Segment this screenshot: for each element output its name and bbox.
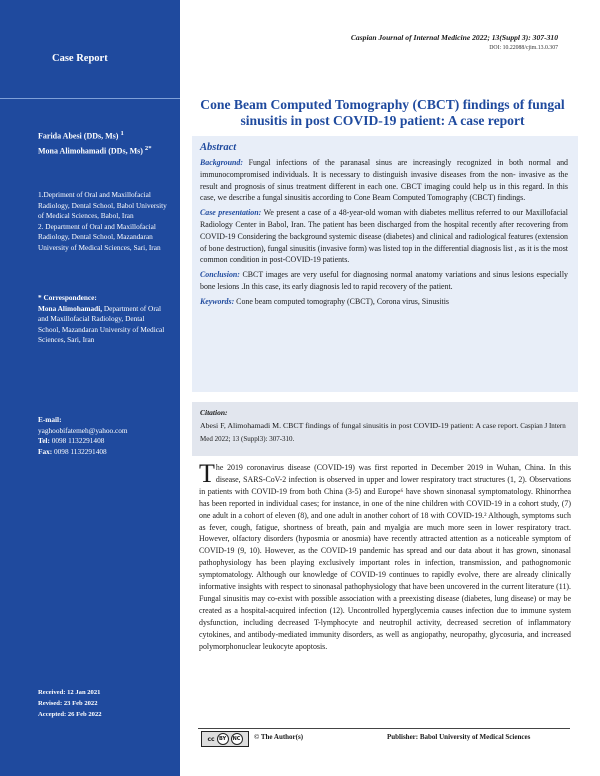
cc-license-icon[interactable]: [201, 731, 249, 747]
section-label: Case Report: [52, 53, 108, 64]
affiliation-1: 1.Depriment of Oral and Maxillofacial Radiology, Dental School, Babol University of Medical Sciences, Babol, Iran: [38, 190, 167, 220]
author-2: Mona Alimohamadi (DDs, Ms) $^{2*}$: [38, 144, 152, 156]
sidebar: [0, 0, 180, 776]
fax-line: Fax: 0098 1132291408: [38, 446, 107, 456]
affiliation-2: 2. Department of Oral and Maxillofacial Radiology, Dental School, Mazandaran University of Medical Sciences, Sari, Iran: [38, 221, 161, 252]
correspondence-address: Mona Alimohamadi, Department of Oral and Maxillofacial Radiology, Dental School, Mazandaran University of Medical Sciences, Sari, Iran: [38, 303, 165, 344]
tel-line: Tel: 0098 1132291408: [38, 436, 105, 445]
publisher-notice: Publisher: Babol University of Medical Sciences: [387, 733, 531, 741]
abstract-background: Background: Fungal infections of the paranasal sinus are increasingly recognized in both normal and immunocompromised individuals. It is necessary to distinguish invasive diseases from the non- invasive as the result and prognosis of sinus treatment different in each one. CBCT imaging could help us in this regard. In this case, we describe a fungal sinusitis according to Cone Beam Computed Tomography (CBCT) findings.: [200, 158, 568, 203]
abstract-keywords: Keywords: Cone beam computed tomography (CBCT), Corona virus, Sinusitis: [200, 296, 449, 306]
sidebar-divider: [0, 98, 180, 99]
by-icon: BY: [217, 733, 229, 745]
citation-heading: Citation:: [200, 408, 228, 417]
author-list: [38, 128, 168, 157]
drop-cap: T: [199, 459, 215, 488]
revised-date: Revised: 23 Feb 2022: [38, 700, 98, 707]
correspondence: [38, 293, 168, 346]
nc-icon: NC: [231, 733, 243, 745]
abstract-heading: Abstract: [200, 142, 237, 153]
abstract-text: [200, 157, 568, 311]
article-title: Cone Beam Computed Tomography (CBCT) findings of fungal sinusitis in post COVID-19 patient: A case report: [200, 97, 565, 128]
abstract-case: Case presentation: We present a case of a 48-year-old woman with diabetes mellitus referred to our Maxillofacial Radiology Center in Babol, Iran. The patient has been discharged from the hospital recently after recovering from COVID-19 Considering the background systemic disease (diabetes) and clinical and radiological features (extension of bone destruction), fungal sinusitis (invasive form) was listed top in the differential diagnosis list , as it is the most common condition in post-COVID-19 patients.: [200, 208, 568, 265]
article-dates: [38, 687, 168, 720]
citation-text: Abesi F, Alimohamadi M. CBCT findings of fungal sinusitis in post COVID-19 patient: A case report. Caspian J Intern Med 2022; 13 (Suppl3): 307-310.: [200, 421, 566, 443]
body-paragraph: he 2019 coronavirus disease (COVID-19) was first reported in December 2019 in Wuhan, China. In this disease, SARS-CoV-2 infection is observed in upper and lower respiratory tract structures (1, 2). Observations in patients with COVID-19 from both China (3-5) and Europe⁶ have shown sinonasal symptomatology. Rhinorrhea has been reported in individual cases; for instance, in one of the nine children with COVID-19 in a cohort study, (7) one adult in a cohort of eleven (8), and one adult in another cohort of 18 with COVID-19.² Although, symptoms such as fever, cough, fatigue, shortness of breath, pain and myalgia are much more seen in lower respiratory tract. However, olfactory disorders (hyposmia or anosmia) have recently attracted attention as a noticeable symptom of COVID-19 (9, 10). However, as the COVID-19 pandemic has spread and our data about it has grown, sinonasal pathophysiology has been playing exclusively important roles in infection, transmission, and pathognomonic symptomatology. Although our knowledge of COVID-19 continues to rapidly evolve, there are already clinically informative insights with respect to sinonasal pathophysiology that have been uncovered in the current literature (11). Fungal sinusitis may co-exist with possible association with a preexisting disease (diabetes, lung disease) or may be created as a hospital-acquired infection (12). Uncontrolled hyperglycemia causes infection due to immune system dysfunction, including decreased T-lymphocyte and neutrophil activity, decreased secretion of inflammatory cytokines, and antibody-mediated immunity disorders, as well as angiopathy, neuropathy, glycosuria, and increased polymorphonuclear leukocyte apoptosis.: [199, 463, 571, 651]
journal-citation-header: Caspian Journal of Internal Medicine 2022; 13(Suppl 3): 307-310: [350, 33, 558, 42]
body-text: [199, 459, 571, 653]
footer-divider: [198, 728, 570, 729]
received-date: Received: 12 Jan 2021: [38, 689, 101, 696]
cc-logo: cc: [207, 735, 215, 743]
abstract-conclusion: Conclusion: CBCT images are very useful for diagnosing normal anatomy variations and sinus lesions especially bone lesions .In this case, its early diagnosis led to rapid recovery of the patient.: [200, 270, 568, 291]
contact-info: [38, 415, 168, 457]
doi[interactable]: DOI: 10.22088/cjim.13.0.307: [489, 45, 558, 51]
email-address[interactable]: yaghoobifatemeh@yahoo.com: [38, 425, 128, 435]
correspondence-label: * Correspondence:: [38, 293, 97, 302]
copyright-notice: © The Author(s): [254, 733, 304, 741]
email-label: E-mail:: [38, 415, 62, 424]
accepted-date: Accepted: 26 Feb 2022: [38, 711, 102, 718]
affiliations: [38, 190, 168, 253]
author-1: Farida Abesi (DDs, Ms) $^1$: [38, 130, 124, 141]
